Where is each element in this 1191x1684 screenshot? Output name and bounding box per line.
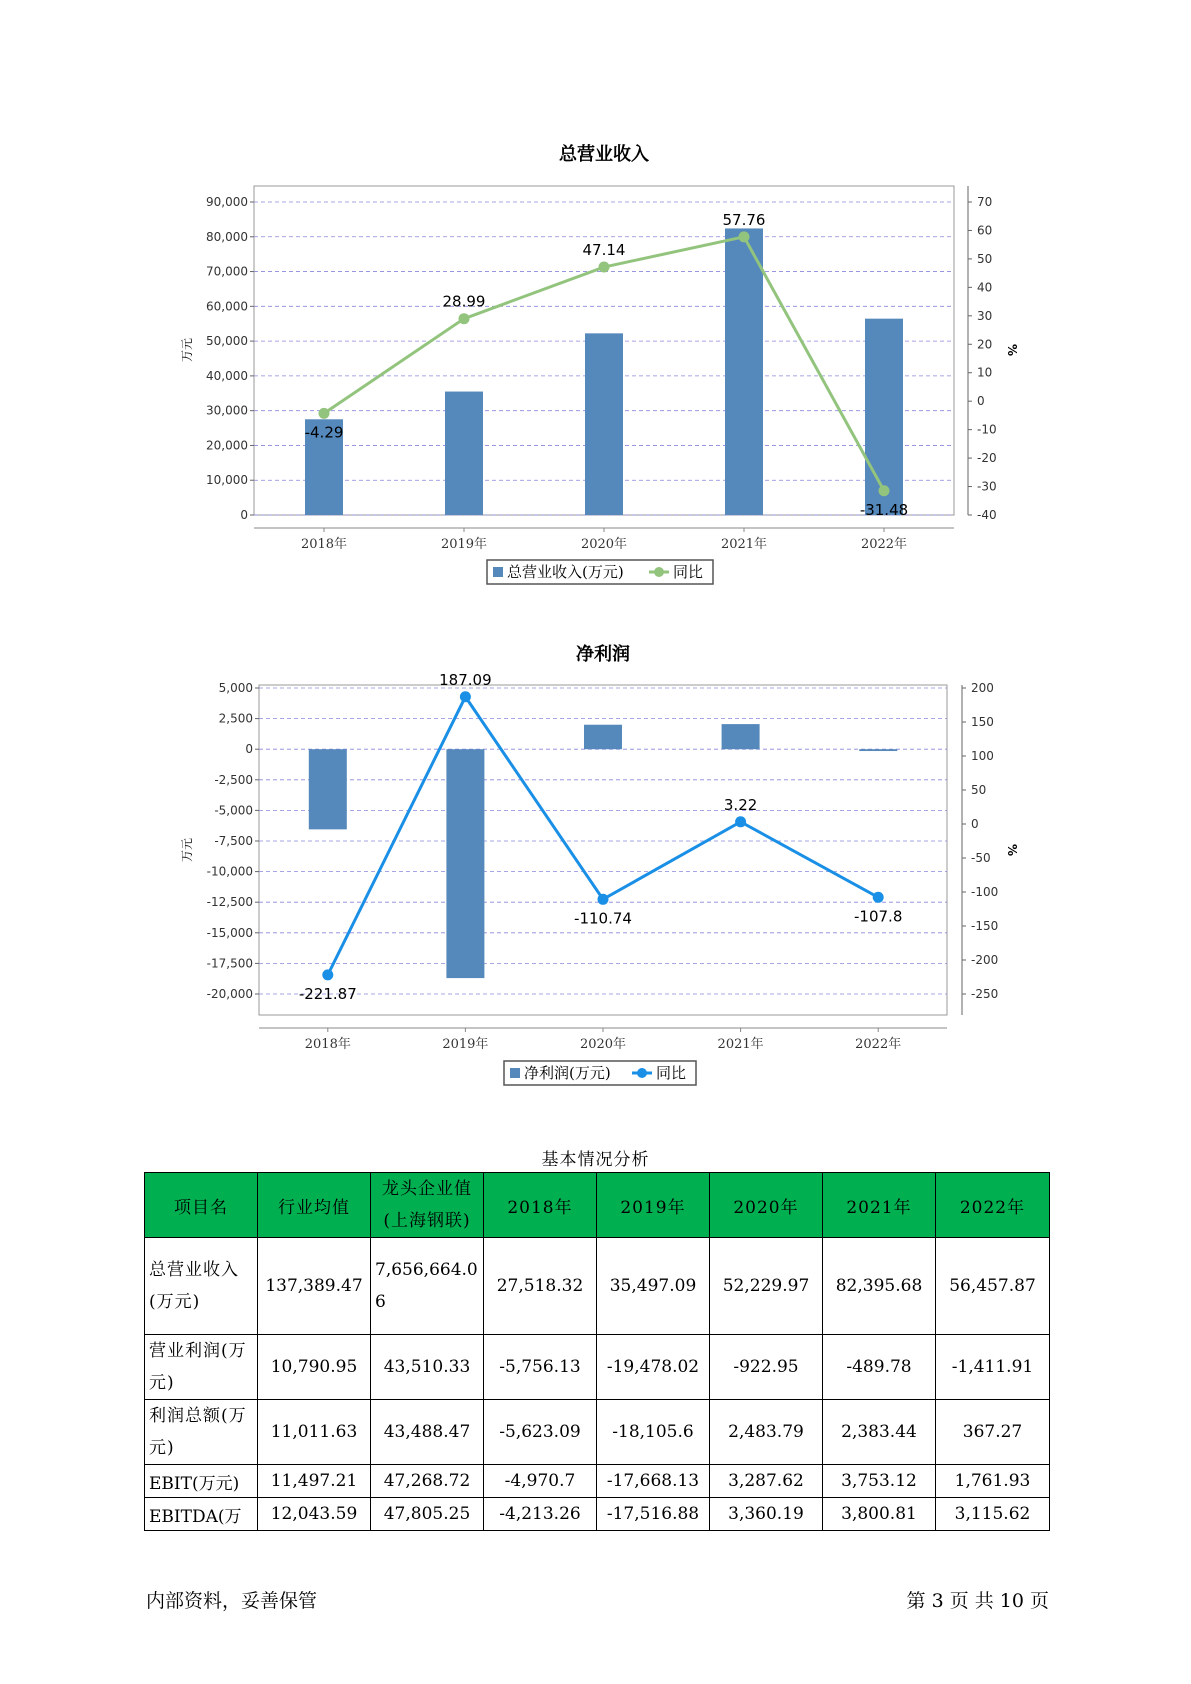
y2-axis-label: % (1005, 843, 1019, 857)
y2-tick-label: 20 (977, 337, 993, 352)
y2-tick-label: 50 (971, 783, 987, 797)
x-tick-label: 2018年 (300, 537, 348, 552)
legend-bar-label: 总营业收入(万元) (507, 563, 624, 581)
table-caption: 基本情况分析 (541, 1150, 650, 1170)
header-cell: 2020年 (710, 1173, 823, 1238)
y-tick-label: -2,500 (214, 772, 253, 787)
y-tick-label: 20,000 (206, 438, 248, 453)
y2-tick-label: -250 (971, 987, 999, 1001)
y2-tick-label: 60 (977, 223, 993, 238)
y2-tick-label: -40 (977, 508, 997, 522)
header-cell: 龙头企业值(上海钢联) (371, 1173, 484, 1238)
x-tick-label: 2018年 (304, 1037, 351, 1052)
table-cell: 2,483.79 (710, 1400, 823, 1465)
table-cell: 3,360.19 (710, 1498, 823, 1531)
x-tick-label: 2019年 (442, 1037, 489, 1052)
row-label: 营业利润(万元) (145, 1335, 258, 1400)
header-cell: 2019年 (597, 1173, 710, 1238)
y-tick-label: -7,500 (214, 834, 253, 848)
row-label: 利润总额(万元) (145, 1400, 258, 1465)
y2-tick-label: 70 (977, 195, 993, 209)
table-cell: 7,656,664.06 (371, 1238, 484, 1335)
table-cell: -4,970.7 (484, 1465, 597, 1498)
legend-line-marker (637, 1068, 647, 1078)
header-cell: 2018年 (484, 1173, 597, 1238)
table-cell: 3,753.12 (823, 1465, 936, 1498)
data-label: 47.14 (582, 241, 626, 260)
line-point (322, 969, 333, 980)
line-point (598, 894, 609, 905)
header-cell: 行业均值 (258, 1173, 371, 1238)
y2-tick-label: 50 (977, 251, 993, 266)
data-label: 3.22 (723, 795, 758, 814)
y2-tick-label: 0 (977, 394, 985, 409)
table-row (145, 1238, 1050, 1335)
data-label: -4.29 (304, 423, 344, 442)
y-axis-label: 万元 (180, 837, 194, 863)
table-cell: -17,516.88 (597, 1498, 710, 1531)
table-cell: -17,668.13 (597, 1465, 710, 1498)
table-cell: -18,105.6 (597, 1400, 710, 1465)
y2-tick-label: -200 (971, 953, 999, 967)
table-cell: -922.95 (710, 1335, 823, 1400)
y2-tick-label: 40 (977, 280, 993, 295)
table-row (145, 1335, 1050, 1400)
table-cell: -5,623.09 (484, 1400, 597, 1465)
table-cell: -489.78 (823, 1335, 936, 1400)
bar (859, 749, 897, 751)
y2-tick-label: -30 (977, 479, 997, 494)
table-cell: -19,478.02 (597, 1335, 710, 1400)
table-cell: -5,756.13 (484, 1335, 597, 1400)
x-tick-label: 2021年 (717, 1037, 764, 1052)
footer-confidential-note: 内部资料，妥善保管 (146, 1590, 318, 1612)
y-tick-label: 80,000 (206, 229, 248, 244)
data-label: -107.8 (854, 907, 903, 926)
data-label: -31.48 (859, 500, 909, 519)
table-cell: 35,497.09 (597, 1238, 710, 1335)
y-tick-label: -5,000 (214, 803, 253, 818)
chart-title: 总营业收入 (559, 144, 649, 165)
bar (584, 725, 622, 749)
y-tick-label: 0 (240, 508, 248, 522)
data-label: -221.87 (298, 984, 357, 1003)
y2-axis-label: % (1005, 343, 1019, 357)
x-tick-label: 2020年 (579, 1037, 627, 1052)
table-cell: 11,011.63 (258, 1400, 371, 1465)
table-cell: 10,790.95 (258, 1335, 371, 1400)
data-label: 187.09 (439, 670, 492, 689)
table-row (145, 1465, 1050, 1498)
y2-tick-label: -10 (977, 422, 997, 437)
legend-bar-swatch (510, 1068, 520, 1078)
line-point (873, 892, 884, 903)
table-cell: 3,115.62 (936, 1498, 1050, 1531)
table-cell: 3,800.81 (823, 1498, 936, 1531)
y-tick-label: -20,000 (206, 987, 253, 1001)
legend-line-label: 同比 (656, 1064, 687, 1082)
x-tick-label: 2021年 (720, 537, 768, 552)
line-point (735, 816, 746, 827)
row-label: EBITDA(万 (145, 1498, 258, 1531)
legend-bar-label: 净利润(万元) (524, 1064, 611, 1082)
table-cell: 43,488.47 (371, 1400, 484, 1465)
y-tick-label: 60,000 (206, 299, 248, 314)
table-cell: 56,457.87 (936, 1238, 1050, 1335)
footer-page-number: 第 3 页 共 10 页 (906, 1590, 1049, 1612)
table-cell: 43,510.33 (371, 1335, 484, 1400)
table-cell: 47,805.25 (371, 1498, 484, 1531)
table-cell: 1,761.93 (936, 1465, 1050, 1498)
table-cell: -1,411.91 (936, 1335, 1050, 1400)
y-tick-label: -12,500 (206, 895, 253, 910)
y2-tick-label: -50 (971, 851, 991, 865)
y-tick-label: 2,500 (218, 711, 253, 726)
table-cell: 82,395.68 (823, 1238, 936, 1335)
y-tick-label: 30,000 (206, 403, 248, 418)
row-label: 总营业收入(万元) (145, 1238, 258, 1335)
x-tick-label: 2019年 (440, 537, 488, 552)
x-tick-label: 2022年 (855, 1037, 902, 1052)
table-cell: 11,497.21 (258, 1465, 371, 1498)
table-cell: -4,213.26 (484, 1498, 597, 1531)
table-cell: 47,268.72 (371, 1465, 484, 1498)
x-tick-label: 2020年 (580, 537, 628, 552)
y-tick-label: 0 (245, 742, 253, 757)
y-axis-label: 万元 (180, 337, 194, 363)
y-tick-label: 90,000 (206, 195, 248, 209)
table-row (145, 1400, 1050, 1465)
table-cell: 2,383.44 (823, 1400, 936, 1465)
table-cell: 367.27 (936, 1400, 1050, 1465)
x-tick-label: 2022年 (860, 537, 908, 552)
header-cell: 2021年 (823, 1173, 936, 1238)
table-cell: 27,518.32 (484, 1238, 597, 1335)
bar (446, 749, 484, 978)
header-cell: 项目名 (145, 1173, 258, 1238)
y2-tick-label: 200 (971, 681, 994, 695)
table-header-row (145, 1173, 1050, 1238)
bar (309, 749, 347, 829)
y-tick-label: -17,500 (206, 956, 253, 971)
y2-tick-label: 0 (971, 817, 979, 831)
y2-tick-label: 30 (977, 308, 993, 323)
y2-tick-label: 100 (971, 749, 994, 763)
y2-tick-label: -100 (971, 885, 999, 899)
y-tick-label: 50,000 (206, 334, 248, 349)
y-tick-label: -10,000 (206, 864, 253, 879)
y-tick-label: 5,000 (218, 681, 253, 695)
table-cell: 3,287.62 (710, 1465, 823, 1498)
line-point (460, 691, 471, 702)
y-tick-label: -15,000 (206, 925, 253, 940)
y2-tick-label: 150 (971, 715, 994, 729)
y-tick-label: 10,000 (206, 473, 248, 488)
bar (722, 724, 760, 749)
analysis-table (144, 1172, 1050, 1531)
row-label: EBIT(万元) (145, 1465, 258, 1498)
data-label: 28.99 (442, 292, 486, 311)
table-row (145, 1498, 1050, 1531)
table-cell: 137,389.47 (258, 1238, 371, 1335)
y-tick-label: 70,000 (206, 264, 248, 279)
data-label: 57.76 (722, 210, 766, 229)
header-cell: 2022年 (936, 1173, 1050, 1238)
y2-tick-label: -150 (971, 919, 999, 933)
y2-tick-label: -20 (977, 451, 997, 466)
data-label: -110.74 (574, 909, 632, 928)
y-tick-label: 40,000 (206, 368, 248, 383)
legend-line-label: 同比 (673, 563, 704, 581)
chart-title: 净利润 (576, 644, 630, 665)
table-cell: 52,229.97 (710, 1238, 823, 1335)
table-cell: 12,043.59 (258, 1498, 371, 1531)
y2-tick-label: 10 (977, 365, 993, 380)
